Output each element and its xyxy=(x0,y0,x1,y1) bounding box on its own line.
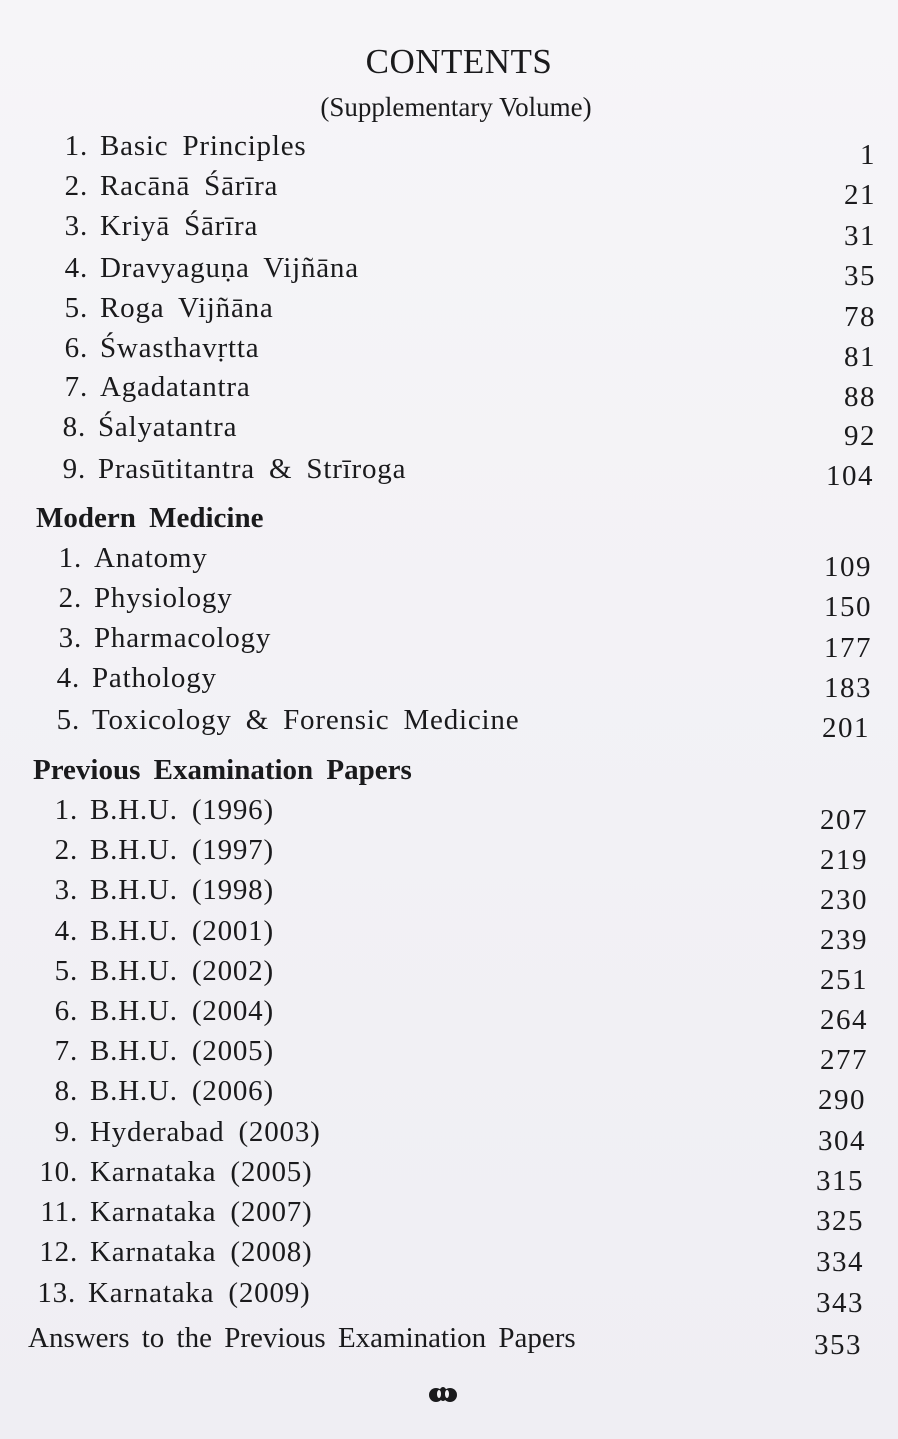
entry-page-number: 35 xyxy=(844,260,876,292)
entry-page-number: 104 xyxy=(826,460,874,492)
entry-page-number: 304 xyxy=(818,1125,866,1157)
entry-number: 2. xyxy=(58,582,82,614)
page-title: CONTENTS xyxy=(365,42,553,81)
toc-entry xyxy=(30,1234,313,1270)
entry-label: B.H.U. (2002) xyxy=(90,955,274,987)
entry-label: Pharmacology xyxy=(94,622,272,654)
entry-page-number: 177 xyxy=(824,632,872,664)
entry-number: 6. xyxy=(54,995,78,1027)
entry-number: 9. xyxy=(62,453,86,485)
toc-entry xyxy=(52,290,274,326)
toc-entry xyxy=(46,540,208,576)
toc-entry xyxy=(42,792,274,828)
toc-entry xyxy=(42,953,274,989)
toc-entry xyxy=(42,872,274,908)
entry-label: Roga Vijñāna xyxy=(100,292,274,324)
entry-page-number: 150 xyxy=(824,591,872,623)
entry-label: B.H.U. (2006) xyxy=(90,1075,274,1107)
entry-number: 8. xyxy=(62,411,86,443)
toc-entry xyxy=(52,250,359,286)
entry-label: Basic Principles xyxy=(100,130,307,162)
entry-label: Karnataka (2007) xyxy=(90,1196,313,1228)
entry-page-number: 343 xyxy=(816,1287,864,1319)
entry-label: B.H.U. (2001) xyxy=(90,915,274,947)
entry-number: 4. xyxy=(54,915,78,947)
entry-label: Hyderabad (2003) xyxy=(90,1116,321,1148)
entry-label: Toxicology & Forensic Medicine xyxy=(92,704,520,736)
entry-number: 12. xyxy=(39,1236,78,1268)
entry-number: 7. xyxy=(54,1035,78,1067)
entry-number: 8. xyxy=(54,1075,78,1107)
toc-entry xyxy=(30,1154,313,1190)
entry-page-number: 239 xyxy=(820,924,868,956)
entry-number: 3. xyxy=(64,210,88,242)
toc-entry xyxy=(50,451,406,487)
toc-entry xyxy=(28,1275,311,1311)
entry-label: Physiology xyxy=(94,582,233,614)
entry-label: B.H.U. (2004) xyxy=(90,995,274,1027)
entry-label: B.H.U. (1997) xyxy=(90,834,274,866)
toc-entry xyxy=(44,660,217,696)
toc-entry xyxy=(44,702,519,738)
toc-entry xyxy=(52,168,278,204)
entry-label: Agadatantra xyxy=(100,371,251,403)
entry-number: 2. xyxy=(64,170,88,202)
entry-page-number: 230 xyxy=(820,884,868,916)
toc-entry xyxy=(50,409,237,445)
entry-label: Karnataka (2009) xyxy=(88,1277,311,1309)
entry-number: 10. xyxy=(39,1156,78,1188)
entry-label: Dravyaguṇa Vijñāna xyxy=(100,252,359,284)
entry-label: Śalyatantra xyxy=(98,411,238,443)
entry-number: 5. xyxy=(54,955,78,987)
entry-page-number: 183 xyxy=(824,672,872,704)
entry-page-number: 78 xyxy=(844,301,876,333)
page-subtitle: (Supplementary Volume) xyxy=(320,92,592,122)
entry-label: Anatomy xyxy=(94,542,208,574)
entry-label: Answers to the Previous Examination Papers xyxy=(28,1322,576,1354)
entry-number: 2. xyxy=(54,834,78,866)
entry-number: 5. xyxy=(64,292,88,324)
entry-page-number: 353 xyxy=(814,1329,862,1361)
entry-number: 13. xyxy=(37,1277,76,1309)
entry-page-number: 1 xyxy=(860,139,876,171)
entry-number: 11. xyxy=(40,1196,78,1228)
entry-page-number: 219 xyxy=(820,844,868,876)
toc-entry xyxy=(42,1033,274,1069)
entry-number: 5. xyxy=(56,704,80,736)
entry-number: 9. xyxy=(54,1116,78,1148)
entry-page-number: 31 xyxy=(844,220,876,252)
toc-entry xyxy=(42,832,274,868)
toc-entry xyxy=(30,1194,313,1230)
entry-number: 1. xyxy=(58,542,82,574)
entry-page-number: 109 xyxy=(824,551,872,583)
entry-label: Śwasthavṛtta xyxy=(100,332,260,364)
entry-page-number: 207 xyxy=(820,804,868,836)
entry-number: 3. xyxy=(58,622,82,654)
entry-label: Prasūtitantra & Strīroga xyxy=(98,453,407,485)
entry-page-number: 290 xyxy=(818,1084,866,1116)
toc-entry xyxy=(42,913,274,949)
entry-label: Karnataka (2005) xyxy=(90,1156,313,1188)
lotus-ornament-icon xyxy=(428,1386,458,1404)
entry-page-number: 315 xyxy=(816,1165,864,1197)
entry-page-number: 277 xyxy=(820,1044,868,1076)
entry-page-number: 251 xyxy=(820,964,868,996)
entry-page-number: 88 xyxy=(844,381,876,413)
entry-page-number: 201 xyxy=(822,712,870,744)
toc-entry xyxy=(52,369,251,405)
entry-label: Karnataka (2008) xyxy=(90,1236,313,1268)
toc-entry xyxy=(52,330,259,366)
entry-page-number: 21 xyxy=(844,179,876,211)
toc-entry xyxy=(42,993,274,1029)
entry-page-number: 81 xyxy=(844,341,876,373)
entry-number: 3. xyxy=(54,874,78,906)
toc-entry xyxy=(52,208,258,244)
entry-label: Kriyā Śārīra xyxy=(100,210,259,242)
entry-label: B.H.U. (2005) xyxy=(90,1035,274,1067)
entry-page-number: 264 xyxy=(820,1004,868,1036)
entry-number: 7. xyxy=(64,371,88,403)
entry-number: 1. xyxy=(54,794,78,826)
entry-label: B.H.U. (1998) xyxy=(90,874,274,906)
section-heading-previous-papers: Previous Examination Papers xyxy=(33,754,412,786)
entry-number: 4. xyxy=(56,662,80,694)
entry-label: Pathology xyxy=(92,662,217,694)
entry-page-number: 334 xyxy=(816,1246,864,1278)
section-heading-modern-medicine: Modern Medicine xyxy=(36,502,264,534)
entry-page-number: 325 xyxy=(816,1205,864,1237)
entry-label: B.H.U. (1996) xyxy=(90,794,274,826)
entry-number: 6. xyxy=(64,332,88,364)
toc-entry xyxy=(46,620,271,656)
entry-number: 4. xyxy=(64,252,88,284)
entry-label: Racānā Śārīra xyxy=(100,170,279,202)
toc-entry xyxy=(46,580,233,616)
toc-entry xyxy=(42,1073,274,1109)
toc-entry xyxy=(52,128,306,164)
entry-number: 1. xyxy=(64,130,88,162)
toc-entry xyxy=(42,1114,321,1150)
toc-entry-answers xyxy=(28,1320,576,1356)
entry-page-number: 92 xyxy=(844,420,876,452)
